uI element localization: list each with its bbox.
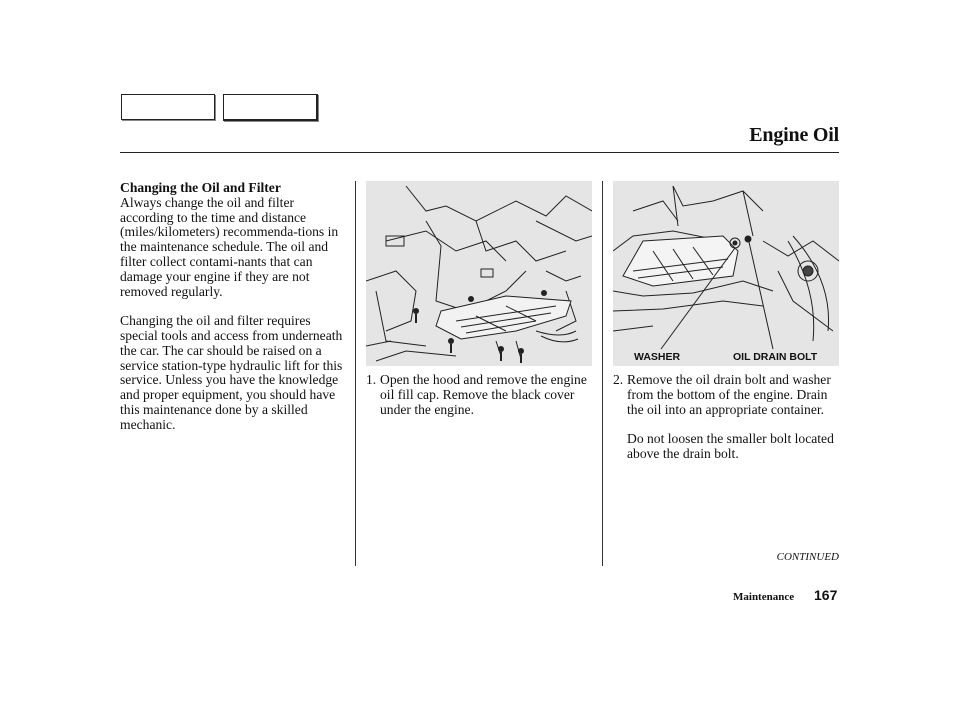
page-title: Engine Oil xyxy=(749,124,839,146)
column-divider-2 xyxy=(602,181,603,566)
nav-button-2[interactable] xyxy=(223,94,318,121)
intro-paragraph-1: Always change the oil and filter according to the time and distance (miles/kilometers) recommenda-tions in the maintenance schedule. The oil and filter collect contami-nants that can damage your engine if they are not removed regularly. xyxy=(120,194,339,299)
nav-button-1[interactable] xyxy=(121,94,215,120)
section-heading: Changing the Oil and Filter xyxy=(120,180,281,195)
column-divider-1 xyxy=(355,181,356,566)
step-text: Remove the oil drain bolt and washer from the bottom of the engine. Drain the oil into an appropriate container. xyxy=(627,372,831,417)
step-text: Open the hood and remove the engine oil fill cap. Remove the black cover under the engine. xyxy=(380,372,587,417)
oil-drain-bolt-illustration xyxy=(613,181,839,366)
continued-label: CONTINUED xyxy=(776,551,839,563)
header-rule xyxy=(120,152,839,153)
footer-section: Maintenance xyxy=(733,591,795,603)
intro-paragraph-2: Changing the oil and filter requires special tools and access from underneath the car. The car should be raised on a service station-type hydraulic lift for this service. Unless you have the knowledge and proper equipment, you should have this maintenance done by a skilled mechanic. xyxy=(120,313,343,432)
step-2 xyxy=(613,373,839,477)
intro-column xyxy=(120,181,348,447)
step-1 xyxy=(366,373,592,432)
washer-label: WASHER xyxy=(634,351,681,363)
page-number: 167 xyxy=(814,587,838,603)
engine-cover-illustration xyxy=(366,181,592,366)
step-number: 2. xyxy=(613,372,624,387)
step-number: 1. xyxy=(366,372,377,387)
oil-drain-bolt-label: OIL DRAIN BOLT xyxy=(733,351,818,363)
step-note: Do not loosen the smaller bolt located above the drain bolt. xyxy=(627,431,834,461)
